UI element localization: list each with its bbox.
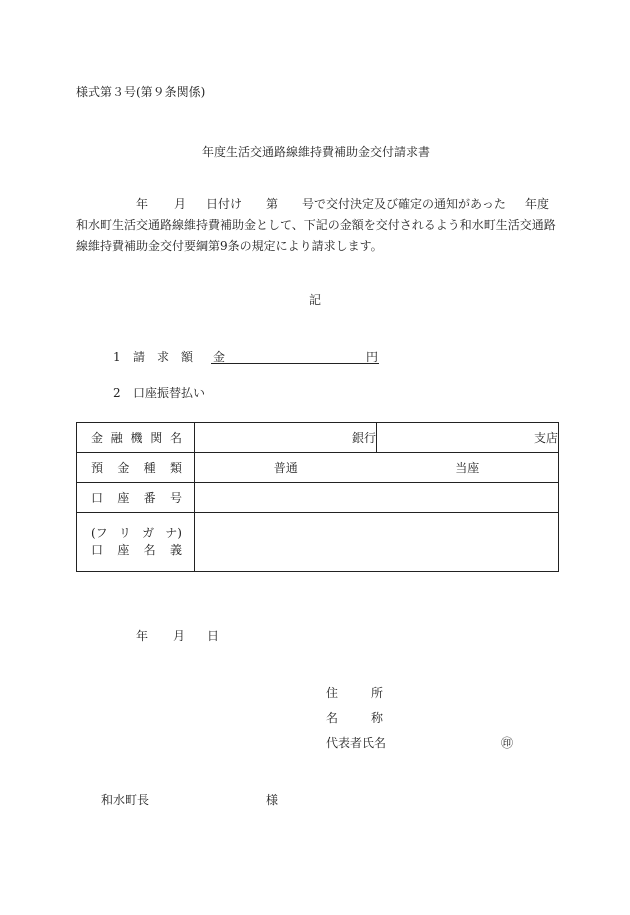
deposit-type-label	[77, 453, 195, 483]
document-title: 年度生活交通路線維持費補助金交付請求書	[202, 145, 431, 159]
label-char: 座	[117, 543, 130, 557]
label-char: リ	[118, 526, 131, 540]
body-dai: 第	[266, 197, 279, 211]
body-line-2: 和水町生活交通路線維持費補助金として、下記の金額を交付されるよう和水町生活交通路	[76, 218, 556, 232]
bank-name-field[interactable]: 銀行	[195, 423, 377, 453]
item1-label-char: 請	[133, 350, 146, 364]
addressee-name: 和水町長	[101, 793, 150, 807]
body-fiscal-year: 年度	[525, 197, 550, 211]
body-line-1	[76, 196, 551, 212]
address-label	[326, 685, 383, 701]
body-date: 日付け	[206, 197, 243, 211]
label-char: 口	[91, 543, 104, 557]
table-row	[77, 513, 559, 572]
table-row	[77, 483, 559, 513]
item1-label-char: 額	[180, 350, 193, 364]
body-month: 月	[174, 197, 187, 211]
label-char: 金	[117, 461, 130, 475]
date-year: 年	[136, 629, 149, 643]
representative-label: 代表者氏名	[326, 736, 387, 750]
table-row	[77, 453, 559, 483]
body-line-3: 線維持費補助金交付要綱第9条の規定により請求します。	[76, 239, 383, 253]
label-char: (フ	[91, 526, 108, 540]
account-holder-field[interactable]	[195, 513, 559, 572]
label-char: 座	[117, 491, 130, 505]
label-char: 金	[91, 431, 104, 445]
deposit-type-ordinary[interactable]: 普通	[273, 461, 298, 475]
label-char: 名	[169, 431, 182, 445]
company-name-label	[326, 710, 383, 726]
addressee-honorific: 様	[266, 793, 279, 807]
table-row	[77, 423, 559, 453]
seal-mark: ㊞	[501, 736, 514, 750]
account-number-label	[77, 483, 195, 513]
item1-number: 1	[113, 350, 121, 364]
deposit-type-options	[195, 453, 559, 483]
label-char: 類	[169, 461, 182, 475]
label-char: 預	[91, 461, 104, 475]
form-number: 様式第３号(第９条関係)	[76, 85, 206, 99]
label-char: 関	[150, 431, 163, 445]
item2-number: 2	[113, 386, 121, 400]
date-day: 日	[207, 629, 220, 643]
label-char: ガ	[142, 526, 155, 540]
branch-name-field[interactable]: 支店	[377, 423, 559, 453]
bank-account-table	[76, 422, 559, 572]
company-name-label-char: 称	[370, 711, 383, 725]
amount-prefix: 金	[213, 350, 226, 364]
address-label-char: 住	[326, 686, 339, 700]
address-label-char: 所	[370, 686, 383, 700]
company-name-label-char: 名	[326, 711, 339, 725]
amount-suffix: 円	[366, 350, 379, 364]
label-char: 号	[169, 491, 182, 505]
label-char: 義	[169, 543, 182, 557]
ki-heading: 記	[309, 293, 322, 307]
label-char: 口	[91, 491, 104, 505]
label-char: 機	[130, 431, 143, 445]
label-char: 種	[143, 461, 156, 475]
label-char: ナ)	[165, 526, 182, 540]
body-year: 年	[136, 197, 149, 211]
amount-field[interactable]	[211, 363, 379, 364]
deposit-type-current[interactable]: 当座	[455, 461, 480, 475]
item1-label-char: 求	[156, 350, 169, 364]
body-notice-text: 号で交付決定及び確定の通知があった	[302, 197, 506, 211]
item1-label	[133, 349, 193, 365]
label-char: 名	[143, 543, 156, 557]
account-number-field[interactable]	[195, 483, 559, 513]
label-char: 融	[110, 431, 123, 445]
item2-label: 口座振替払い	[133, 386, 206, 400]
date-month: 月	[173, 629, 186, 643]
label-char: 番	[143, 491, 156, 505]
bank-name-label	[77, 423, 195, 453]
account-holder-label	[77, 513, 195, 572]
